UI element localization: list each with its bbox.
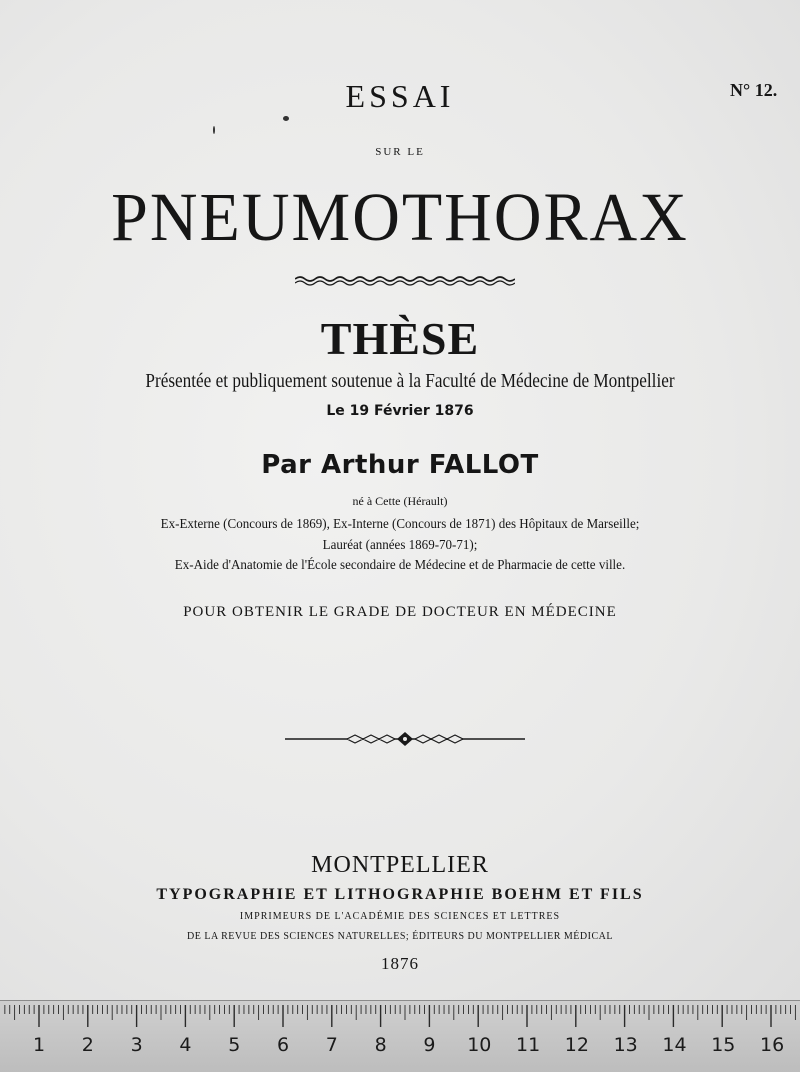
career-line-2: Lauréat (années 1869-70-71); (322, 538, 478, 553)
city-heading: MONTPELLIER (311, 852, 489, 878)
ruler-number: 16 (760, 1034, 785, 1056)
defense-date: Le 19 Février 1876 (326, 403, 474, 419)
publication-year: 1876 (381, 954, 419, 973)
printer-credential-2: DE LA REVUE DES SCIENCES NATURELLES; ÉDITEURS DU MONTPELLIER MÉDICAL (187, 931, 613, 942)
career-line-3: Ex-Aide d'Anatomie de l'École secondaire de Médecine et de Pharmacie de cette ville. (174, 558, 626, 573)
career-line-1: Ex-Externe (Concours de 1869), Ex-Interne (Concours de 1871) des Hôpitaux de Marseille; (160, 517, 640, 532)
ruler-number: 7 (325, 1034, 338, 1056)
ruler-number: 5 (228, 1034, 241, 1056)
ruler-number: 13 (613, 1034, 638, 1056)
ruler-number: 9 (423, 1034, 436, 1056)
ruler-number: 10 (467, 1034, 492, 1056)
ruler-number: 8 (374, 1034, 387, 1056)
these-heading: THÈSE (320, 313, 480, 364)
printer-credential-1: IMPRIMEURS DE L'ACADÉMIE DES SCIENCES ET LETTRES (239, 911, 561, 922)
sur-le-text: SUR LE (375, 146, 425, 158)
ink-speck (213, 126, 215, 134)
ruler-number: 3 (130, 1034, 143, 1056)
ruler-number: 4 (179, 1034, 192, 1056)
author-line: Par Arthur FALLOT (261, 450, 539, 480)
ruler-number: 11 (516, 1034, 541, 1056)
ruler-numbers (0, 1034, 800, 1064)
issue-number: N° 12. (730, 80, 778, 100)
ruler-number: 14 (662, 1034, 687, 1056)
wavy-rule-ornament (295, 275, 515, 287)
presentation-line: Présentée et publiquement soutenue à la Faculté de Médecine de Montpellier (145, 370, 675, 392)
ruler-number: 6 (277, 1034, 290, 1056)
central-rule-ornament (285, 731, 525, 747)
ruler-ticks (0, 1001, 800, 1037)
document-title: PNEUMOTHORAX (111, 179, 689, 256)
printer-name: TYPOGRAPHIE ET LITHOGRAPHIE BOEHM ET FILS (156, 886, 644, 903)
essai-heading: ESSAI (345, 78, 455, 114)
ink-speck (283, 116, 289, 121)
ruler-number: 1 (33, 1034, 46, 1056)
ruler-number: 12 (564, 1034, 589, 1056)
ruler-number: 2 (81, 1034, 94, 1056)
ruler-number: 15 (711, 1034, 736, 1056)
birthplace-line: né à Cette (Hérault) (352, 494, 448, 508)
degree-line: POUR OBTENIR LE GRADE DE DOCTEUR EN MÉDECINE (183, 604, 617, 620)
